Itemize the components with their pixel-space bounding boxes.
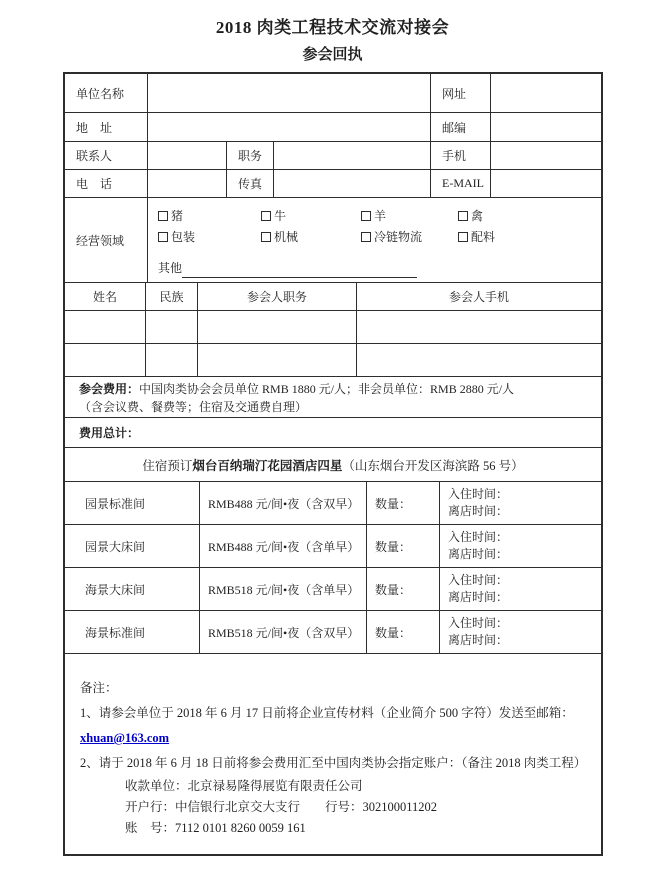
attendee-ethnicity-input[interactable] [146,344,198,376]
address-row [65,113,601,142]
checkbox-label: 牛 [274,209,287,223]
company-row [65,74,601,113]
fees-note: （含会议费、餐费等；住宿及交通费自理） [79,400,308,414]
company-label: 单位名称 [65,74,148,112]
attendee-ethnicity-input[interactable] [146,311,198,343]
registration-form-table [63,72,603,856]
room-qty-input[interactable]: 数量： [367,611,440,653]
checkbox-machinery[interactable] [261,228,361,246]
attendee-mobile-input[interactable] [357,344,601,376]
checkbox-cattle[interactable] [261,207,361,225]
attendee-name-input[interactable] [65,311,146,343]
notes-block [65,654,601,854]
page-subtitle: 参会回执 [302,47,363,63]
room-name: 海景标准间 [65,611,200,653]
company-input[interactable] [148,74,431,112]
other-input[interactable] [182,263,417,278]
fax-label: 传真 [227,170,274,197]
attendee-header-name: 姓名 [65,283,146,310]
room-name: 海景大床间 [65,568,200,610]
attendee-mobile-input[interactable] [357,311,601,343]
room-time-input[interactable] [440,482,601,524]
fees-text [65,377,601,417]
fees-label: 参会费用： [79,382,140,396]
hotel-address: （山东烟台开发区海滨路 56 号） [342,458,524,473]
checkbox-label: 机械 [274,230,299,244]
notes-item-2: 2、请于 2018 年 6 月 18 日前将参会费用汇至中国肉类协会指定账户：（备注 2018 肉类工程） [80,756,587,770]
fax-input[interactable] [274,170,431,197]
hotel-room-row-4 [65,611,601,654]
checkbox-icon[interactable] [261,211,271,221]
zip-label: 邮编 [431,113,491,141]
checkbox-icon[interactable] [261,232,271,242]
room-qty-input[interactable]: 数量： [367,482,440,524]
payee-line: 收款单位：北京禄易隆得展览有限责任公司 [125,779,363,793]
checkbox-label: 配料 [471,230,496,244]
address-label: 地 址 [65,113,148,141]
email-link[interactable]: xhuan@163.com [80,731,170,745]
room-name: 园景大床间 [65,525,200,567]
email-input[interactable] [491,170,601,197]
phone-label: 电 话 [65,170,148,197]
attendee-header-row [65,283,601,311]
website-input[interactable] [491,74,601,112]
notes-title: 备注： [80,681,118,695]
position-label: 职务 [227,142,274,169]
position-input[interactable] [274,142,431,169]
checkin-label: 入住时间： [448,487,509,501]
contact-input[interactable] [148,142,227,169]
fees-detail: 中国肉类协会会员单位 RMB 1880 元/人；非会员单位：RMB 2880 元/人 [139,382,515,396]
address-input[interactable] [148,113,431,141]
phone-input[interactable] [148,170,227,197]
attendee-name-input[interactable] [65,344,146,376]
bank-line: 开户行：中信银行北京交大支行 行号：302100011202 [125,800,438,814]
checkbox-pig[interactable] [158,207,261,225]
checkbox-ingredients[interactable] [458,228,593,246]
hotel-header [65,448,601,481]
checkbox-icon[interactable] [458,232,468,242]
attendee-row-1 [65,311,601,344]
fees-total-label: 费用总计： [79,426,140,440]
mobile-label: 手机 [431,142,491,169]
room-price: RMB518 元/间•夜（含双早） [200,611,367,653]
room-time-input[interactable] [440,525,601,567]
account-line: 账 号：7112 0101 8260 0059 161 [125,821,306,835]
hotel-header-row [65,448,601,482]
checkin-label: 入住时间： [448,573,509,587]
hotel-room-row-1 [65,482,601,525]
checkout-label: 离店时间： [448,590,509,604]
room-time-input[interactable] [440,611,601,653]
hotel-header-prefix: 住宿预订 [142,458,193,473]
other-label: 其他 [158,261,183,275]
checkbox-icon[interactable] [361,211,371,221]
phone-row [65,170,601,198]
checkout-label: 离店时间： [448,633,509,647]
checkin-label: 入住时间： [448,616,509,630]
checkbox-icon[interactable] [158,211,168,221]
attendee-header-ethnicity: 民族 [146,283,198,310]
room-price: RMB488 元/间•夜（含双早） [200,482,367,524]
website-label: 网址 [431,74,491,112]
page-title: 2018 肉类工程技术交流对接会 [215,18,450,37]
hotel-name: 烟台百纳瑞汀花园酒店四星 [192,458,343,473]
attendee-header-mobile: 参会人手机 [448,290,509,304]
mobile-input[interactable] [491,142,601,169]
room-name: 园景标准间 [65,482,200,524]
checkin-label: 入住时间： [448,530,509,544]
business-scope-options [148,198,601,282]
hotel-room-row-3 [65,568,601,611]
checkbox-icon[interactable] [158,232,168,242]
checkbox-cold-chain[interactable] [361,228,458,246]
room-qty-input[interactable]: 数量： [367,568,440,610]
checkbox-sheep[interactable] [361,207,458,225]
business-scope-label: 经营领域 [65,198,148,282]
zip-input[interactable] [491,113,601,141]
room-time-input[interactable] [440,568,601,610]
fees-total-cell[interactable] [65,418,601,447]
contact-label: 联系人 [65,142,148,169]
contact-row [65,142,601,170]
business-scope-row [65,198,601,283]
checkout-label: 离店时间： [448,547,509,561]
checkbox-label: 包装 [171,230,196,244]
checkbox-label: 冷链物流 [374,230,423,244]
checkbox-icon[interactable] [458,211,468,221]
notes-row [65,654,601,854]
hotel-room-row-2 [65,525,601,568]
email-label: E-MAIL [431,170,491,197]
notes-item-1: 1、请参会单位于 2018 年 6 月 17 日前将企业宣传材料（企业简介 500 字符）发送至邮箱： [80,706,574,720]
room-qty-input[interactable]: 数量： [367,525,440,567]
attendee-position-input[interactable] [198,344,357,376]
checkbox-packaging[interactable] [158,228,261,246]
checkbox-label: 猪 [171,209,184,223]
room-price: RMB518 元/间•夜（含单早） [200,568,367,610]
checkbox-icon[interactable] [361,232,371,242]
attendee-header-position: 参会人职务 [198,283,357,310]
fees-row [65,377,601,418]
checkbox-poultry[interactable] [458,207,593,225]
checkout-label: 离店时间： [448,504,509,518]
fees-total-row [65,418,601,448]
checkbox-label: 羊 [374,209,387,223]
attendee-row-2 [65,344,601,377]
attendee-position-input[interactable] [198,311,357,343]
checkbox-label: 禽 [471,209,484,223]
room-price: RMB488 元/间•夜（含单早） [200,525,367,567]
